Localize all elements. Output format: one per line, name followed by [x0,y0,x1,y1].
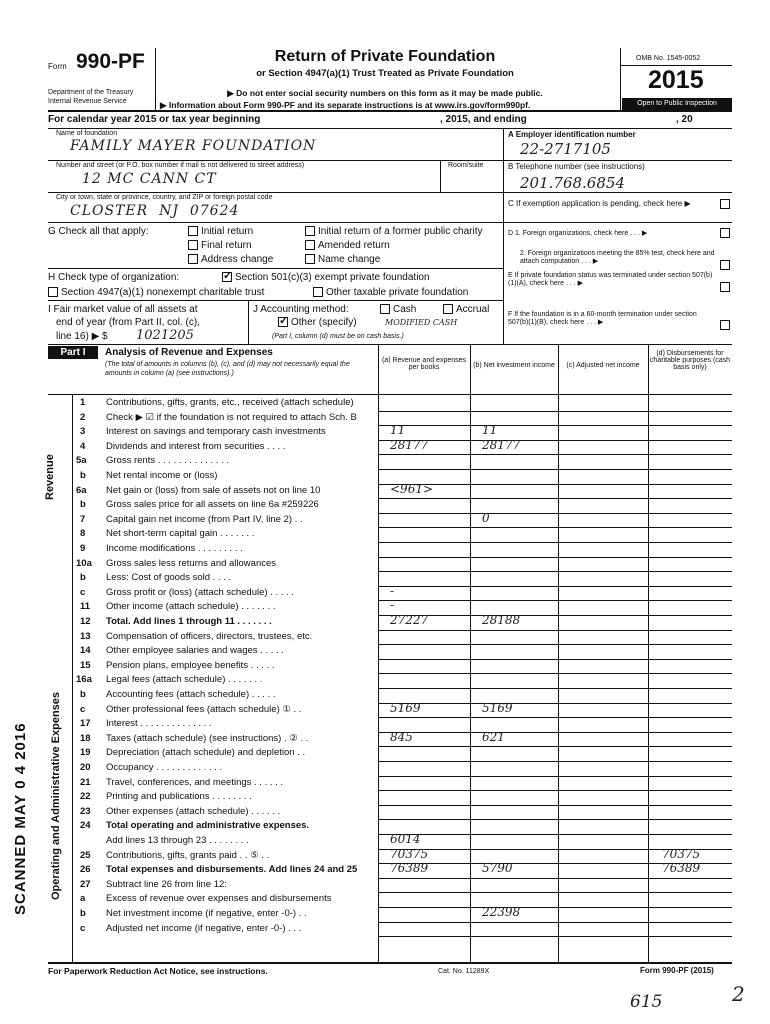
line-label: Interest on savings and temporary cash investments [106,426,326,438]
i-fmv-line3: line 16) ▶ $ [56,331,108,342]
checkbox[interactable] [188,254,198,264]
street-address: 12 MC CANN CT [82,171,217,187]
line-number: b [80,470,86,481]
col-c-header: (c) Adjusted net income [566,362,640,369]
line-label: Occupancy . . . . . . . . . . . . . [106,762,223,773]
g-check-label: G Check all that apply: [48,226,149,237]
handwritten-page: 2 [732,982,745,1006]
checkbox[interactable] [188,240,198,250]
g-final-return[interactable]: Final return [188,240,252,251]
line-number: 22 [80,791,91,803]
line-label: Gross rents . . . . . . . . . . . . . . [106,455,229,467]
line-number: 26 [80,864,91,876]
line-label: Total operating and administrative expenses. [106,820,310,832]
line-label: Net rental income or (loss) [106,470,218,481]
public-inspection-badge: Open to Public Inspection [622,98,732,110]
line-label: Contributions, gifts, grants, etc., received (attach schedule) [106,397,354,408]
col-a-value: - [390,583,395,598]
checkbox-checked[interactable] [278,317,288,327]
part-label: Part I [48,346,98,359]
line-number: c [80,586,86,598]
col-a-value: - [390,598,395,613]
i-fmv-line2: end of year (from Part II, col. (c), [56,317,200,328]
col-b-value: 22398 [482,905,521,919]
d2-label: 2. Foreign organizations meeting the 85% test, check here and attach computation . . . ▶ [520,250,715,265]
checkbox[interactable] [443,304,453,314]
g-address-change[interactable]: Address change [188,254,273,265]
line-label: Less: Cost of goods sold . . . . [106,572,232,584]
line-number: a [80,893,86,905]
line-number: 18 [80,732,91,744]
form-footer-id: Form 990-PF (2015) [640,966,714,975]
calendar-and-ending: , 2015, and ending [440,114,527,125]
col-a-value: 28177 [390,437,429,452]
j-other-value: MODIFIED CASH [385,318,458,327]
line-label: Dividends and interest from securities . . . . [106,440,286,452]
col-a-value: 70375 [390,846,429,861]
h-501c3-option[interactable]: ✓ Section 501(c)(3) exempt private foundation [222,272,430,283]
col-d-value: 76389 [662,861,701,876]
line-number: b [80,572,86,584]
line-number: c [80,703,86,715]
line-label: Gross profit or (loss) (attach schedule) . . . . . [106,586,294,598]
checkbox[interactable] [380,304,390,314]
checkbox[interactable] [305,226,315,236]
line-label: Taxes (attach schedule) (see instructions) . ② . . [106,732,309,744]
checkbox[interactable] [48,287,58,297]
line-label: Excess of revenue over expenses and disbursements [106,893,332,905]
col-b-value: 621 [482,729,505,744]
form-number: 990-PF [76,50,145,73]
j-cash-option[interactable]: Cash [380,304,416,315]
irs-label: Internal Revenue Service [48,98,127,105]
f-checkbox[interactable] [720,320,730,330]
i-fmv-line1: I Fair market value of all assets at [48,304,198,315]
col-d-value: 70375 [662,846,701,861]
line-number: 16a [76,674,92,686]
line-number: b [80,499,86,511]
ssn-notice: ▶ Do not enter social security numbers on this form as it may be made public. [227,88,543,98]
calendar-year-label: For calendar year 2015 or tax year beginning [48,114,261,125]
d2-checkbox[interactable] [720,260,730,270]
g-name-change[interactable]: Name change [305,254,380,265]
line-number: 17 [80,718,91,730]
g-initial-return[interactable]: Initial return [188,226,253,237]
line-number: 23 [80,805,91,817]
e-checkbox[interactable] [720,282,730,292]
col-a-value: 845 [390,729,413,744]
line-label: Contributions, gifts, grants paid . . ⑤ . . [106,849,270,861]
line-number: 8 [80,528,86,540]
part-description: (The total of amounts in columns (b), (c), and (d) may not necessarily equal the amounts in column (a) (see instructions).) [105,361,350,377]
line-number: 6a [76,484,87,496]
dept-label: Department of the Treasury [48,89,134,96]
j-other-option[interactable]: ✓Other (specify) [278,317,357,328]
form-title: Return of Private Foundation [274,48,496,65]
col-b-value: 11 [482,423,498,438]
line-number: 13 [80,630,91,642]
street-label: Number and street (or P.O. box number if mail is not delivered to street address) [56,162,305,169]
col-b-value: 5790 [482,861,513,876]
expenses-side-label: Operating and Administrative Expenses [50,691,62,900]
line-label: Legal fees (attach schedule) . . . . . . . [106,674,263,686]
col-b-value: 28188 [482,613,521,627]
col-a-value: 76389 [390,861,429,876]
room-suite-label: Room/suite [448,162,484,169]
line-number: 10a [76,557,92,569]
g-initial-former[interactable]: Initial return of a former public charity [305,226,483,237]
line-label: Total. Add lines 1 through 11 . . . . . . . [106,616,272,627]
g-amended-return[interactable]: Amended return [305,240,390,251]
line-number: 11 [80,601,91,613]
tax-year: 2015 [648,66,704,94]
line-label: Travel, conferences, and meetings . . . . . . [106,776,284,788]
line-number: 15 [80,659,91,671]
line-label: Gross sales less returns and allowances [106,557,277,569]
line-label: Printing and publications . . . . . . . . [106,791,252,803]
checkbox[interactable] [305,254,315,264]
col-a-value: 6014 [390,832,421,846]
col-a-value: <961> [390,481,434,496]
col-d-header: (d) Disbursements for charitable purposes (cash basis only) [649,350,731,371]
exemption-pending-checkbox[interactable] [720,199,730,209]
j-accounting-label: J Accounting method: [253,304,349,315]
form-subtitle: or Section 4947(a)(1) Trust Treated as Private Foundation [256,68,514,79]
paperwork-notice: For Paperwork Reduction Act Notice, see instructions. [48,966,268,976]
line-number: 14 [80,645,91,657]
line-number: 5a [76,455,87,467]
line-number: 19 [80,747,91,759]
cat-number: Cat. No. 11289X [438,968,490,975]
e-label: E If private foundation status was terminated under section 507(b)(1)(A), check here . . . ▶ [508,272,713,287]
ein-value: 22-2717105 [520,140,611,158]
calendar-end: , 20 [676,114,693,125]
city-state-zip: CLOSTER NJ 07624 [70,203,240,219]
line-label: Net gain or (loss) from sale of assets not on line 10 [106,484,321,496]
col-a-value: 27227 [390,613,429,627]
col-b-value: 5169 [482,700,513,715]
line-label: Capital gain net income (from Part IV, line 2) . . [106,513,303,525]
col-a-header: (a) Revenue and expenses per books [381,357,467,371]
line-label: Net investment income (if negative, enter -0-) . . [106,908,307,919]
f-label: F If the foundation is in a 60-month termination under section 507(b)(1)(B), check here . . . ▶ [508,311,697,326]
line-number: 3 [80,426,86,438]
line-label: Accounting fees (attach schedule) . . . . . [106,689,276,700]
line-label: Adjusted net income (if negative, enter -0-) . . . [106,922,302,934]
scanned-stamp: SCANNED MAY 0 4 2016 [12,722,29,915]
line-number: 25 [80,849,91,861]
line-label: Subtract line 26 from line 12: [106,878,227,890]
line-number: 2 [80,411,86,423]
checkbox[interactable] [188,226,198,236]
d1-checkbox[interactable] [720,228,730,238]
exemption-pending-label: C If exemption application is pending, check here ▶ [508,199,691,208]
line-number: 20 [80,762,91,773]
line-label: Add lines 13 through 23 . . . . . . . . [106,835,249,846]
checkbox-checked[interactable] [222,272,232,282]
j-accrual-option[interactable]: Accrual [443,304,489,315]
revenue-side-label: Revenue [44,454,56,500]
line-number: 7 [80,513,86,525]
line-label: Other professional fees (attach schedule) ① . . [106,703,302,715]
foundation-name-label: Name of foundation [56,130,118,137]
line-number: b [80,689,86,700]
line-label: Compensation of officers, directors, trustees, etc. [106,630,313,642]
line-label: Interest . . . . . . . . . . . . . . [106,718,212,730]
line-number: b [80,908,86,919]
phone-label: B Telephone number (see instructions) [508,162,645,171]
fmv-value: 1021205 [136,328,194,343]
phone-value: 201.768.6854 [520,174,625,192]
checkbox[interactable] [305,240,315,250]
form-word: Form [48,62,67,71]
h-other-taxable-option[interactable]: Other taxable private foundation [313,287,468,298]
h-type-label: H Check type of organization: [48,272,180,283]
line-label: Net short-term capital gain . . . . . . . [106,528,255,540]
line-label: Check ▶ ☑ if the foundation is not required to attach Sch. B [106,411,357,423]
h-4947-option[interactable]: Section 4947(a)(1) nonexempt charitable trust [48,287,264,298]
line-number: 24 [80,820,91,832]
line-number: 4 [80,440,86,452]
col-b-value: 0 [482,510,490,525]
d1-label: D 1. Foreign organizations, check here . . . ▶ [508,230,648,237]
j-cash-basis-note: (Part I, column (d) must be on cash basis.) [272,333,404,340]
info-notice: ▶ Information about Form 990-PF and its separate instructions is at www.irs.gov/form990pf. [160,100,531,110]
line-number: 9 [80,543,86,554]
line-label: Gross sales price for all assets on line 6a #259226 [106,499,319,511]
line-label: Pension plans, employee benefits . . . . . [106,659,275,671]
line-label: Other expenses (attach schedule) . . . . . . [106,805,281,817]
ein-label: A Employer identification number [508,130,636,139]
omb-number: OMB No. 1545-0052 [636,55,701,62]
col-b-value: 28177 [482,437,521,452]
line-label: Total expenses and disbursements. Add lines 24 and 25 [106,864,358,876]
line-number: 12 [80,616,91,627]
line-label: Depreciation (attach schedule) and depletion . . [106,747,306,759]
line-label: Income modifications . . . . . . . . . [106,543,243,554]
line-number: 1 [80,397,86,408]
line-label: Other employee salaries and wages . . . . . [106,645,284,657]
line-number: 27 [80,878,91,890]
line-label: Other income (attach schedule) . . . . . . . [106,601,276,613]
checkbox[interactable] [313,287,323,297]
foundation-name: FAMILY MAYER FOUNDATION [70,138,317,154]
col-a-value: 5169 [390,700,421,715]
city-label: City or town, state or province, country, and ZIP or foreign postal code [56,194,273,201]
col-b-header: (b) Net investment income [473,362,555,369]
part-title: Analysis of Revenue and Expenses [105,347,273,358]
line-number: c [80,922,86,934]
col-a-value: 11 [390,423,406,438]
line-number: 21 [80,776,91,788]
handwritten-number: 615 [630,992,663,1012]
